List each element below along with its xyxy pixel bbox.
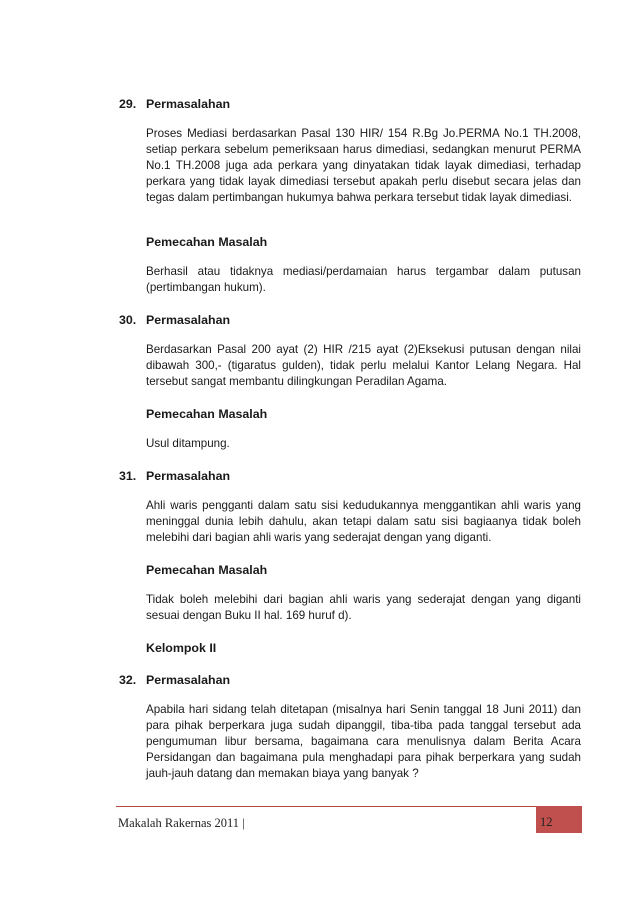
footer-title: Makalah Rakernas 2011 | [118,816,245,830]
footer-rule [116,806,582,807]
page-content [119,96,581,782]
item-heading-label: Permasalahan [146,97,231,111]
solution-heading: Pemecahan Masalah [146,235,268,249]
item-heading-30 [119,312,581,328]
item-number: 32. [119,673,137,687]
page-number: 12 [540,815,553,829]
problem-text: Berdasarkan Pasal 200 ayat (2) HIR /215 ayat (2)Eksekusi putusan dengan nilai dibawah 300,- (tigaratus gulden), tidak perlu melalui Kantor Lelang Negara. Hal tersebut sangat membantu dilingkungan Peradilan Agama. [146,343,581,388]
item-number: 30. [119,313,137,327]
item-heading-label: Permasalahan [146,469,231,483]
section-32 [119,672,581,782]
solution-text: Usul ditampung. [146,437,230,450]
solution-text: Berhasil atau tidaknya mediasi/perdamaian harus tergambar dalam putusan (pertimbangan hukum). [146,265,581,294]
problem-text: Apabila hari sidang telah ditetapan (misalnya hari Senin tanggal 18 Juni 2011) dan para pihak berperkara juga sudah dipanggil, tiba-tiba pada tanggal tersebut ada pengumuman libur bersama, bagaimana cara menulisnya dalam Berita Acara Persidangan dan bagaimana pula menghadapi para pihak berperkara yang sudah jauh-jauh datang dan memakan biaya yang banyak ? [146,703,581,780]
group-heading: Kelompok II [146,641,217,655]
item-number: 31. [119,469,137,483]
section-29 [119,96,581,296]
item-heading-label: Permasalahan [146,673,231,687]
solution-heading: Pemecahan Masalah [146,407,268,421]
item-heading-label: Permasalahan [146,313,231,327]
section-30 [119,312,581,452]
solution-text: Tidak boleh melebihi dari bagian ahli waris yang sederajat dengan yang diganti sesuai dengan Buku II hal. 169 huruf d). [146,593,581,622]
section-31 [119,468,581,656]
item-heading-31 [119,468,581,484]
item-heading-29 [119,96,581,112]
item-heading-32 [119,672,581,688]
page-footer [116,806,582,834]
solution-heading: Pemecahan Masalah [146,563,268,577]
problem-text: Ahli waris pengganti dalam satu sisi kedudukannya menggantikan ahli waris yang meninggal dunia lebih dahulu, akan tetapi dalam satu sisi bagiaanya tidak boleh melebihi dari bagian ahli waris yang sederajat dengan yang diganti. [146,499,581,544]
problem-text: Proses Mediasi berdasarkan Pasal 130 HIR/ 154 R.Bg Jo.PERMA No.1 TH.2008, setiap perkara sebelum pemeriksaan harus dimediasi, sedangkan menurut PERMA No.1 TH.2008 juga ada perkara yang dinyatakan tidak layak dimediasi, terhadap perkara yang tidak layak dimediasi tersebut apakah perlu disebut secara jelas dan tegas dalam pertimbangan hukumya bahwa perkara tersebut tidak layak dimediasi. [146,127,581,204]
item-number: 29. [119,97,137,111]
